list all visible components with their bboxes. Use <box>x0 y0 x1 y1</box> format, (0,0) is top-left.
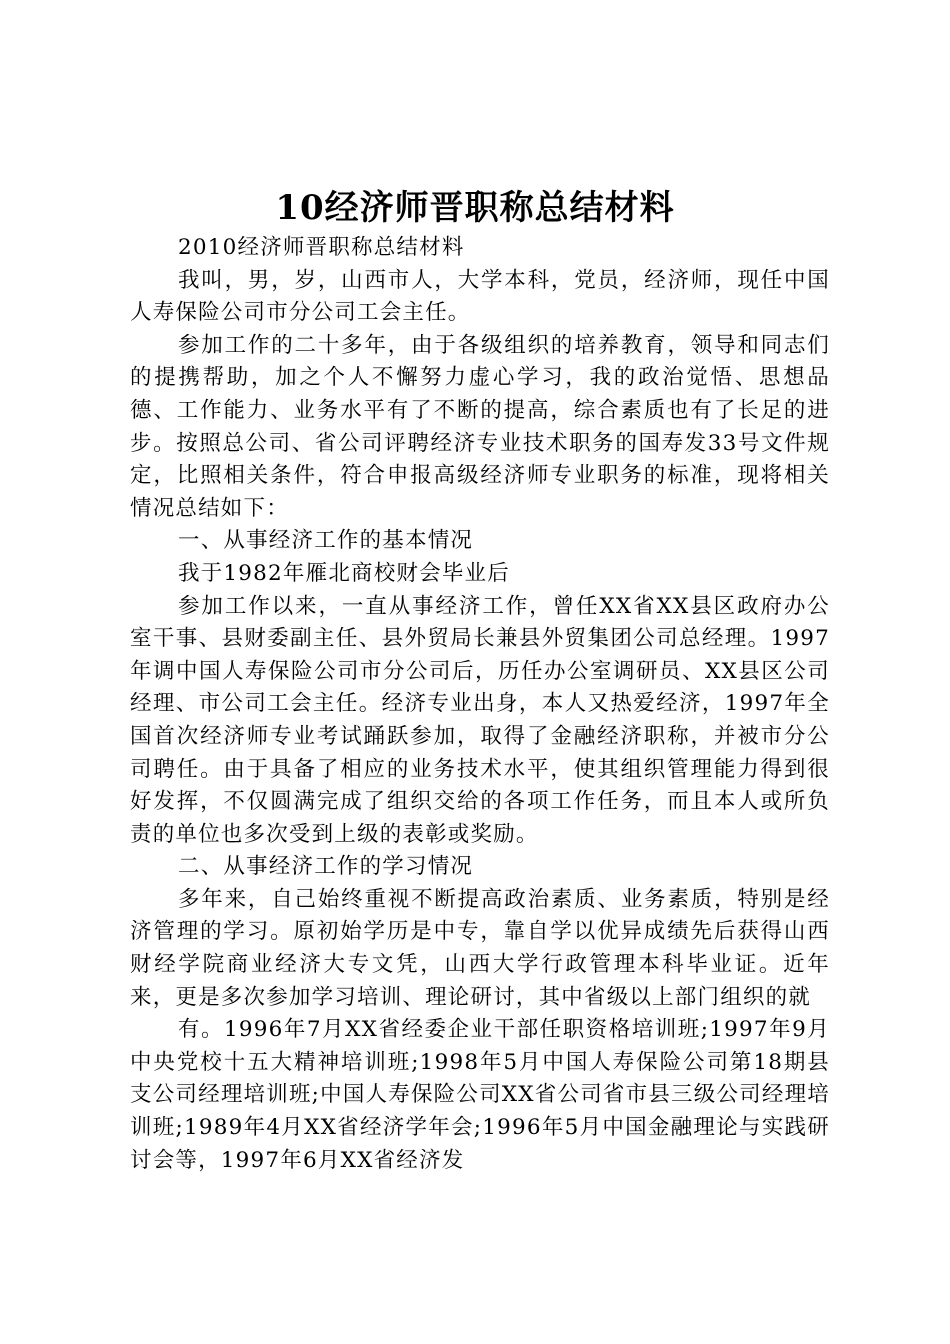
section-heading-1: 一、从事经济工作的基本情况 <box>178 528 474 554</box>
intro-paragraph: 我叫，男，岁，山西市人，大学本科，党员，经济师，现任中国人寿保险公司市分公司工会主任。 <box>130 267 830 326</box>
section-heading-2: 二、从事经济工作的学习情况 <box>178 854 474 880</box>
graduation-paragraph: 我于1982年雁北商校财会毕业后 <box>178 560 510 586</box>
work-history-paragraph: 参加工作以来，一直从事经济工作，曾任XX省XX县区政府办公室干事、县财委副主任、县外贸局长兼县外贸集团公司总经理。1997年调中国人寿保险公司市分公司后，历任办公室调研员、XX县区公司经理、市公司工会主任。经济专业出身，本人又热爱经济，1997年全国首次经济师专业考试踊跃参加，取得了金融经济职称，并被市分公司聘任。由于具备了相应的业务技术水平，使其组织管理能力得到很好发挥，不仅圆满完成了组织交给的各项工作任务，而且本人或所负责的单位也多次受到上级的表彰或奖励。 <box>130 593 830 847</box>
training-paragraph: 有。1996年7月XX省经委企业干部任职资格培训班;1997年9月中央党校十五大精神培训班;1998年5月中国人寿保险公司第18期县支公司经理培训班;中国人寿保险公司XX省公司省市县三级公司经理培训班;1989年4月XX省经济学年会;1996年5月中国金融理论与实践研讨会等，1997年6月XX省经济发 <box>130 1017 830 1173</box>
study-paragraph: 多年来，自己始终重视不断提高政治素质、业务素质，特别是经济管理的学习。原初始学历是中专，靠自学以优异成绩先后获得山西财经学院商业经济大专文凭，山西大学行政管理本科毕业证。近年来，更是多次参加学习培训、理论研讨，其中省级以上部门组织的就 <box>130 886 830 1010</box>
background-paragraph: 参加工作的二十多年，由于各级组织的培养教育，领导和同志们的提携帮助，加之个人不懈努力虚心学习，我的政治觉悟、思想品德、工作能力、业务水平有了不断的提高，综合素质也有了长足的进步。按照总公司、省公司评聘经济专业技术职务的国寿发33号文件规定，比照相关条件，符合申报高级经济师专业职务的标准，现将相关情况总结如下： <box>130 332 830 521</box>
document-body <box>130 232 830 1177</box>
subtitle-paragraph: 2010经济师晋职称总结材料 <box>178 235 465 260</box>
document-title: 10经济师晋职称总结材料 <box>275 188 675 228</box>
